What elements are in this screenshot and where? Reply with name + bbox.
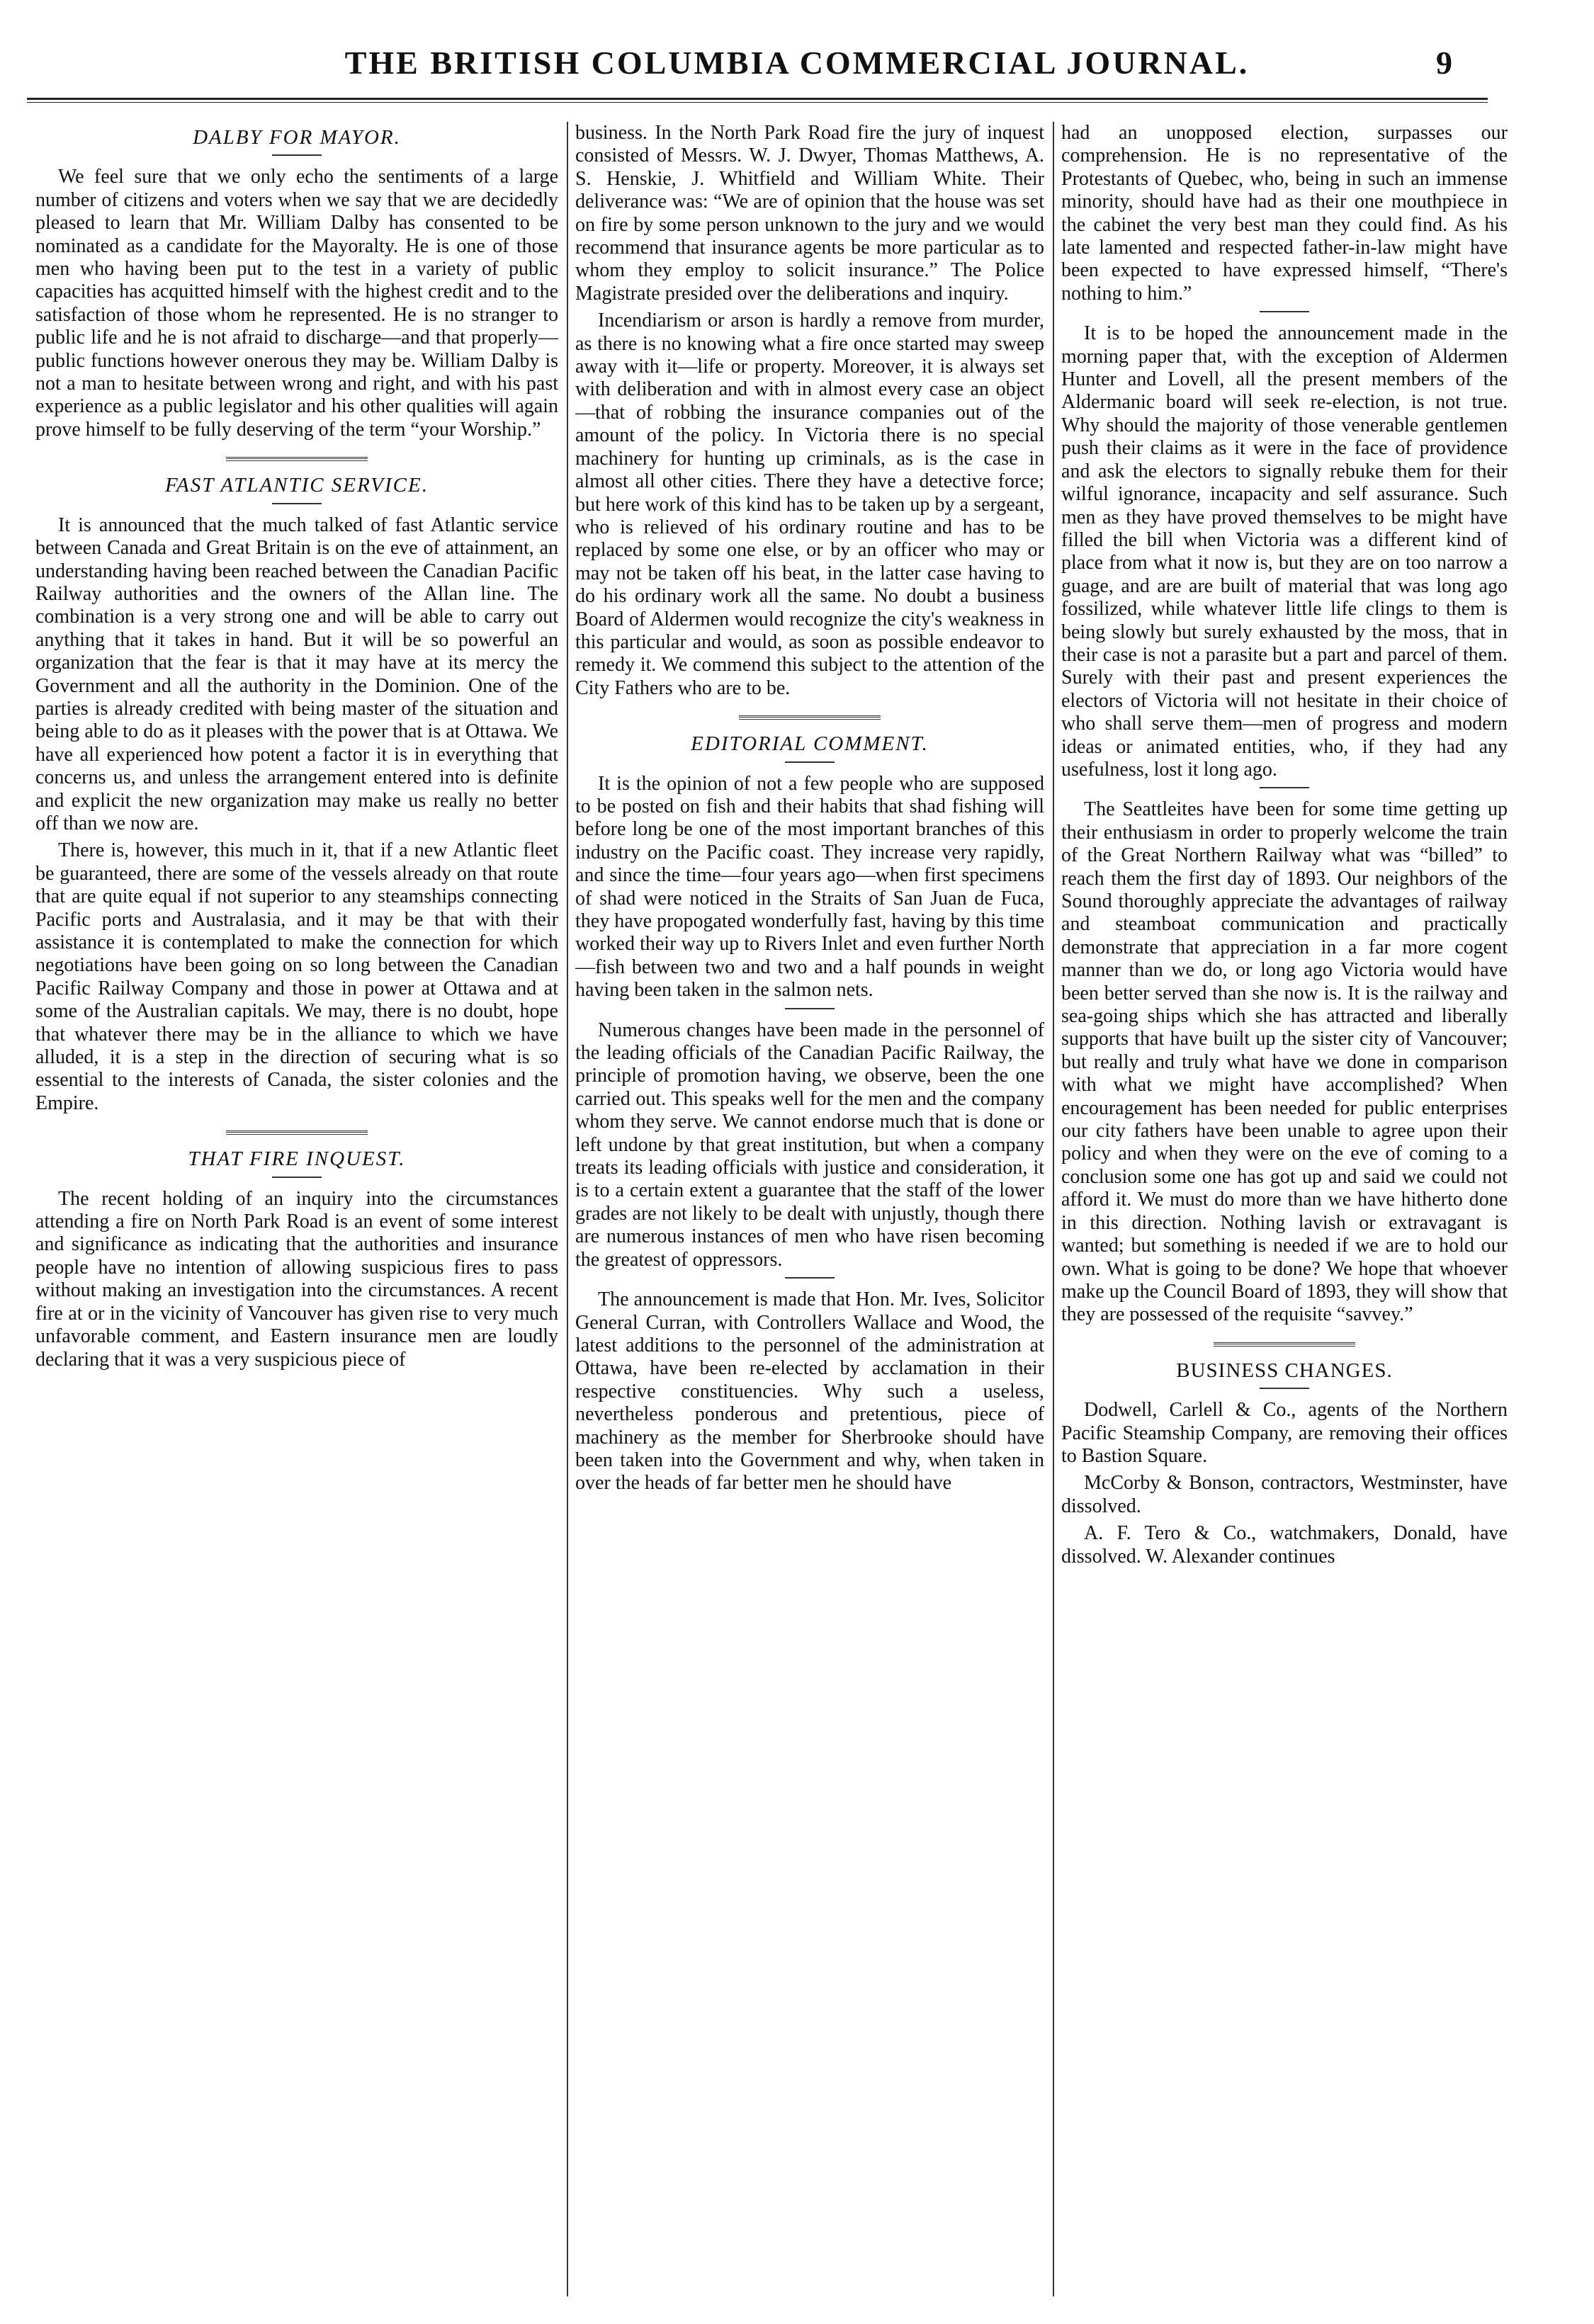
article-heading-fire-inquest: THAT FIRE INQUEST.	[188, 1147, 406, 1171]
page-number: 9	[1436, 45, 1452, 81]
masthead	[0, 44, 1594, 99]
paragraph-rule	[785, 1277, 835, 1279]
column-divider	[1053, 122, 1054, 2296]
paragraph-rule	[1260, 787, 1309, 788]
paragraph-rule	[1260, 311, 1309, 312]
article-paragraph: The Seattleites have been for some time getting up their enthusiasm in order to properly welcome the train of the Great Northern Railway what was “billed” to reach them the first day of 1893. Our neighbors of the Sound thoroughly appreciate the advantages of railway and steamboat communication and practically demonstrate that appreciation in a far more cogent manner than we do, or long ago Victoria would have been better served than she now is. It is the railway and sea-going ships which she has attracted and liberally supports that have built up the sister city of Vancouver; but really and truly what have we done in comparison with what we might have accomplished? When encouragement has been needed for public enterprises our city fathers have been unable to agree upon their policy and when they were on the eve of coming to a conclusion some one has got up and said we could not afford it. We must do more than we have hitherto done in this direction. Nothing lavish or extravagant is wanted; but something is needed if we are to hold our own. What is going to be done? We hope that whoever make up the Council Board of 1893, they will show that they are possessed of the requisite “savvey.”	[1061, 798, 1508, 1326]
article-separator	[1214, 1342, 1355, 1347]
article-paragraph: Incendiarism or arson is hardly a remove from murder, as there is no knowing what a fire once started may sweep away with it—life or property. Moreover, it is always set with deliberation and with in almost every case an object—that of robbing the insurance companies out of the amount of the policy. In Victoria there is no special machinery for hunting up criminals, as is the case in almost all other cities. There they have a detective force; but here work of this kind has to be taken up by a sergeant, who is relieved of his ordinary routine and has to be replaced by some one else, or by an officer who may or may not be taken off his beat, in the latter case having to do his ordinary work all the same. No doubt a business Board of Aldermen would recognize the city's weakness in this particular and would, as soon as possible endeavor to remedy it. We commend this subject to the attention of the City Fathers who are to be.	[575, 310, 1044, 699]
masthead-rule	[27, 98, 1488, 103]
heading-rule	[785, 761, 835, 763]
paragraph-rule	[785, 1008, 835, 1009]
heading-rule	[272, 1177, 322, 1178]
article-paragraph: The recent holding of an inquiry into the circumstances attending a fire on North Park Road is an event of some interest and significance as indicating that the authorities and insurance people have no intention of allowing suspicious fires to pass without making an investigation into the circumstances. A recent fire at or in the vicinity of Vancouver has given rise to very much unfavorable comment, and Eastern insurance men are loudly declaring that it was a very suspicious piece of	[35, 1187, 558, 1371]
article-paragraph: business. In the North Park Road fire the jury of inquest consisted of Messrs. W. J. Dwyer, Thomas Matthews, A. S. Henskie, J. Whitfield and William White. Their deliverance was: “We are of opinion that the house was set on fire by some person unknown to the jury and we would recommend that insurance agents be more particular as to whom they employ to solicit insurance.” The Police Magistrate presided over the deliberations and inquiry.	[575, 122, 1044, 305]
article-paragraph: had an unopposed election, surpasses our comprehension. He is no representative of the Protestants of Quebec, who, being in such an immense minority, should have had as their one mouthpiece in the cabinet the very best man they could find. As his late lamented and respected father-in-law might have been expected to have expressed himself, “There's nothing to him.”	[1061, 122, 1508, 305]
article-paragraph: It is announced that the much talked of fast Atlantic service between Canada and Great Britain is on the eve of attainment, an understanding having been reached between the Canadian Pacific Railway authorities and the owners of the Allan line. The combination is a very strong one and will be able to carry out anything that it takes in hand. But it will be so powerful an organization that the fear is that it may have at its mercy the Government and all the authority in the Dominion. One of the parties is already credited with being master of the situation and being able to do as it pleases with the power that is at Ottawa. We have all experienced how potent a factor it is in everything that concerns us, and unless the arrangement entered into is definite and explicit the new organization may make us really no better off than we now are.	[35, 514, 558, 834]
article-heading-atlantic: FAST ATLANTIC SERVICE.	[165, 474, 429, 497]
article-paragraph: It is to be hoped the announcement made in the morning paper that, with the exception of Aldermen Hunter and Lovell, all the present members of the Aldermanic board will seek re-election, is not true. Why should the majority of those venerable gentlemen push their claims as it were in the face of providence and ask the electors to signally rebuke them for their wilful ignorance, incapacity and self assurance. Such men as they have proved themselves to be might have filled the bill when Victoria was a different kind of place from what it now is, but they are on too narrow a guage, and are are built of material that was long ago fossilized, while whatever little life clings to them is being slowly but surely exhausted by the moss, that in their case is not a parasite but a part and parcel of them. Surely with their past and present experiences the electors of Victoria will not hesitate in their choice of who shall serve them—men of progress and modern ideas or animated entities, who, if they had any usefulness, lost it long ago.	[1061, 322, 1508, 781]
article-paragraph: A. F. Tero & Co., watchmakers, Donald, have dissolved. W. Alexander continues	[1061, 1522, 1508, 1568]
article-paragraph: It is the opinion of not a few people who are supposed to be posted on fish and their habits that shad fishing will before long be one of the most important branches of this industry on the Pacific coast. They increase very rapidly, and since the time—four years ago—when first specimens of shad were noticed in the Straits of San Juan de Fuca, they have propogated wonderfully fast, having by this time worked their way up to Rivers Inlet and even further North—fish between two and two and a half pounds in weight having been taken in the salmon nets.	[575, 772, 1044, 1002]
heading-rule	[272, 503, 322, 504]
column-divider	[567, 122, 568, 2296]
article-heading-business-changes: BUSINESS CHANGES.	[1176, 1359, 1393, 1382]
article-paragraph: McCorby & Bonson, contractors, Westminster, have dissolved.	[1061, 1472, 1508, 1517]
article-paragraph: There is, however, this much in it, that if a new Atlantic fleet be guaranteed, there are some of the vessels already on that route that are quite equal if not superior to any steamships connecting Pacific ports and Australasia, and it may be that with their assistance it is contemplated to make the connection for which negotiations have been going on so long between the Canadian Pacific Railway Company and those in power at Ottawa and at some of the Australian capitals. We may, there is no doubt, hope that whatever there may be in the alliance to which we have alluded, it is a step in the direction of securing what is so essential to the interests of Canada, the sister colonies and the Empire.	[35, 839, 558, 1114]
heading-rule	[272, 154, 322, 156]
article-separator	[226, 1130, 368, 1135]
article-paragraph: We feel sure that we only echo the sentiments of a large number of citizens and voters when we say that we are decidedly pleased to learn that Mr. William Dalby has consented to be nominated as a candidate for the Mayoralty. He is one of those men who having been put to the test in a variety of public capacities has acquitted himself with the highest credit and to the satisfaction of those whom he represented. He is no stranger to public life and he is not afraid to discharge—and that properly—public functions however onerous they may be. William Dalby is not a man to hesitate between wrong and right, and with his past experience as a public legislator and his other qualities will again prove himself to be fully deserving of the term “your Worship.”	[35, 166, 558, 441]
article-separator	[739, 715, 881, 720]
article-separator	[226, 457, 368, 461]
article-paragraph: The announcement is made that Hon. Mr. Ives, Solicitor General Curran, with Controllers Wallace and Wood, the latest additions to the personnel of the administration at Ottawa, have been re-elected by acclamation in their respective constituencies. Why such a useless, nevertheless ponderous and pretentious, piece of machinery as the member for Sherbrooke should have been taken into the Government and why, when taken in over the heads of far better men he should have	[575, 1288, 1044, 1495]
article-paragraph: Numerous changes have been made in the personnel of the leading officials of the Canadian Pacific Railway, the principle of promotion having, we observe, been the one carried out. This speaks well for the men and the company whom they serve. We cannot endorse much that is done or left undone by that great institution, but when a company treats its leading officials with justice and consideration, it is to a certain extent a guarantee that the staff of the lower grades are not likely to be dealt with unjustly, though there are numerous instances of men who have risen becoming the greatest of oppressors.	[575, 1019, 1044, 1271]
article-heading-editorial: EDITORIAL COMMENT.	[691, 732, 929, 756]
article-paragraph: Dodwell, Carlell & Co., agents of the Northern Pacific Steamship Company, are removing their offices to Bastion Square.	[1061, 1399, 1508, 1467]
article-heading-dalby: DALBY FOR MAYOR.	[193, 126, 401, 149]
column-2	[575, 122, 1044, 2296]
journal-title: THE BRITISH COLUMBIA COMMERCIAL JOURNAL.	[344, 45, 1250, 81]
heading-rule	[1260, 1388, 1309, 1389]
column-1	[35, 122, 558, 2296]
column-3	[1061, 122, 1508, 2296]
